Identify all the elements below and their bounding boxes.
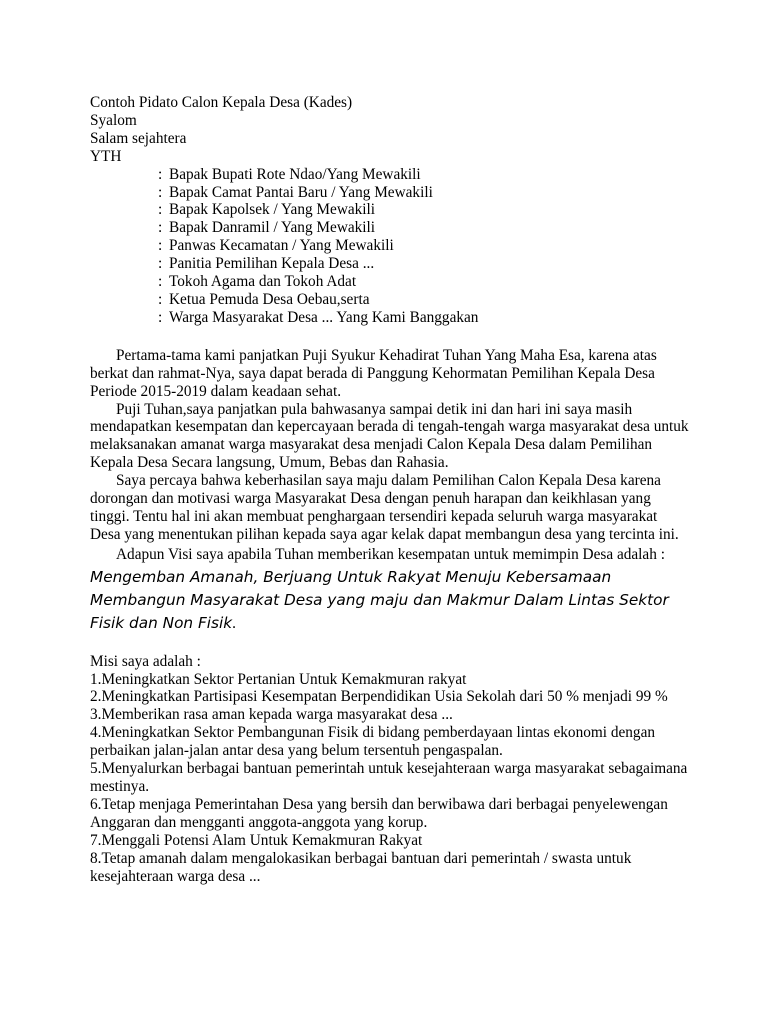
yth-list [90, 166, 690, 327]
speech-document [90, 94, 690, 885]
misi-item: 6.Tetap menjaga Pemerintahan Desa yang bersih dan berwibawa dari berbagai penyelewengan Anggaran dan mengganti anggota-anggota yang korup. [90, 795, 668, 831]
paragraph-gratitude: Puji Tuhan,saya panjatkan pula bahwasanya sampai detik ini dan hari ini saya masih mendapatkan kesempatan dan kepercayaan berada di tengah-tengah warga masyarakat desa untuk melaksanakan amanat warga masyarakat desa menjadi Calon Kepala Desa dalam Pemilihan Kepala Desa Secara langsung, Umum, Bebas dan Rahasia. [90, 400, 689, 472]
greeting-yth: YTH [90, 147, 122, 165]
misi-item: 1.Meningkatkan Sektor Pertanian Untuk Kemakmuran rakyat [90, 670, 467, 688]
greeting-salam: Salam sejahtera [90, 129, 187, 147]
misi-item: 8.Tetap amanah dalam mengalokasikan berbagai bantuan dari pemerintah / swasta untuk kesejahteraan warga desa ... [90, 849, 632, 885]
misi-item: 3.Memberikan rasa aman kepada warga masyarakat desa ... [90, 706, 453, 724]
misi-heading: Misi saya adalah : [90, 652, 201, 670]
blank-line [90, 327, 690, 347]
yth-item: : Panwas Kecamatan / Yang Mewakili [158, 237, 394, 255]
visi-end: . [232, 614, 236, 632]
paragraph-visi [90, 544, 690, 635]
misi-item: 4.Meningkatkan Sektor Pembangunan Fisik di bidang pemberdayaan lintas ekonomi dengan perbaikan jalan-jalan antar desa yang belum tersentuh pengaspalan. [90, 724, 656, 760]
blank-line [90, 635, 690, 653]
misi-item: 2.Meningkatkan Partisipasi Kesempatan Berpendidikan Usia Sekolah dari 50 % menjadi 99 % [90, 688, 668, 706]
greeting-syalom: Syalom [90, 111, 137, 129]
yth-item: : Bapak Camat Pantai Baru / Yang Mewakili [158, 183, 433, 201]
document-title: Contoh Pidato Calon Kepala Desa (Kades) [90, 94, 353, 111]
yth-item: : Panitia Pemilihan Kepala Desa ... [158, 255, 375, 273]
yth-item: : Tokoh Agama dan Tokoh Adat [158, 273, 357, 291]
yth-item: : Bapak Danramil / Yang Mewakili [158, 219, 376, 237]
yth-item: : Ketua Pemuda Desa Oebau,serta [158, 290, 370, 308]
misi-item: 5.Menyalurkan berbagai bantuan pemerintah untuk kesejahteraan warga masyarakat sebagaimana mestinya. [90, 760, 688, 795]
misi-list [90, 671, 690, 886]
visi-intro: Adapun Visi saya apabila Tuhan memberikan kesempatan untuk memimpin Desa adalah : [116, 545, 665, 563]
paragraph-opening: Pertama-tama kami panjatkan Puji Syukur Kehadirat Tuhan Yang Maha Esa, karena atas berkat dan rahmat-Nya, saya dapat berada di Panggung Kehormatan Pemilihan Kepala Desa Periode 2015-2019 dalam keadaan sehat. [90, 346, 657, 400]
yth-item: : Bapak Kapolsek / Yang Mewakili [158, 201, 376, 219]
misi-item: 7.Menggali Potensi Alam Untuk Kemakmuran Rakyat [90, 831, 423, 849]
yth-item: : Bapak Bupati Rote Ndao/Yang Mewakili [158, 165, 421, 183]
yth-item: : Warga Masyarakat Desa ... Yang Kami Banggakan [158, 308, 479, 326]
visi-statement: Mengemban Amanah, Berjuang Untuk Rakyat Menuju Kebersamaan Membangun Masyarakat Desa yang maju dan Makmur Dalam Lintas Sektor Fisik dan Non Fisik [90, 567, 669, 632]
paragraph-belief: Saya percaya bahwa keberhasilan saya maju dalam Pemilihan Calon Kepala Desa karena dorongan dan motivasi warga Masyarakat Desa dengan penuh harapan dan keikhlasan yang tinggi. Tentu hal ini akan membuat penghargaan tersendiri kepada seluruh warga masyarakat Desa yang menentukan pilihan kepada saya agar kelak dapat membangun desa yang tercinta ini. [90, 472, 679, 543]
